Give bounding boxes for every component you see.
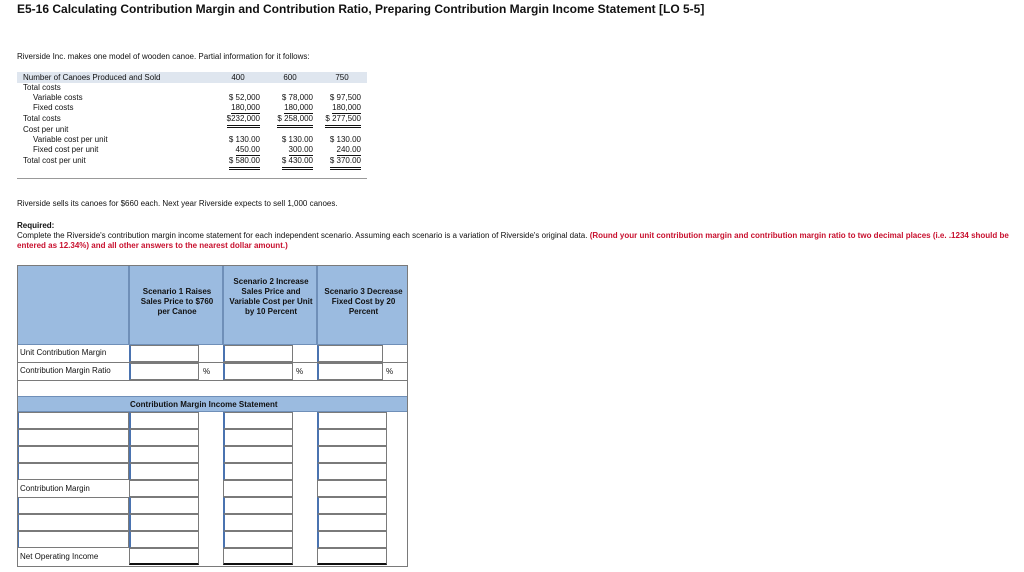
canoe-cost-table bbox=[17, 72, 367, 167]
fixed-costs-600: 180,000 bbox=[284, 103, 313, 112]
total-costs-heading: Total costs bbox=[23, 83, 61, 92]
variable-cpu-750: $ 130.00 bbox=[329, 135, 361, 144]
table-row bbox=[17, 83, 367, 93]
sells-text: Riverside sells its canoes for $660 each. Next year Riverside expects to sell 1,000 canoes. bbox=[17, 199, 338, 208]
table-row bbox=[17, 125, 367, 135]
fixed-cpu-750: 240.00 bbox=[336, 145, 361, 154]
fixed-costs-400: 180,000 bbox=[231, 103, 260, 112]
variable-costs-750: $ 97,500 bbox=[329, 93, 361, 102]
col-400: 400 bbox=[231, 73, 245, 82]
table-divider bbox=[17, 178, 367, 179]
table-row bbox=[17, 113, 367, 125]
table-row bbox=[17, 155, 367, 167]
page-title: E5-16 Calculating Contribution Margin and Contribution Ratio, Preparing Contribution Margin Income Statement [LO 5-5] bbox=[17, 2, 705, 16]
total-cpu-600: $ 430.00 bbox=[282, 155, 313, 170]
worksheet-grid bbox=[17, 265, 408, 567]
total-costs-label: Total costs bbox=[23, 114, 61, 123]
unit-cm-label: Unit Contribution Margin bbox=[20, 348, 107, 357]
cost-per-unit-heading: Cost per unit bbox=[23, 125, 69, 134]
table-row bbox=[17, 135, 367, 145]
scenario-1-percent: % bbox=[203, 367, 211, 376]
variable-costs-600: $ 78,000 bbox=[281, 93, 313, 102]
scenario-1-label: Scenario 1 Raises Sales Price to $760 per Canoe bbox=[140, 287, 214, 316]
scenario-3-label: Scenario 3 Decrease Fixed Cost by 20 Percent bbox=[324, 287, 403, 316]
statement-title: Contribution Margin Income Statement bbox=[130, 400, 278, 409]
scenario-2-percent: % bbox=[296, 367, 304, 376]
intro-text: Riverside Inc. makes one model of wooden canoe. Partial information for it follows: bbox=[17, 52, 310, 61]
total-cpu-750: $ 370.00 bbox=[330, 155, 361, 170]
total-costs-400: $232,000 bbox=[227, 113, 260, 128]
variable-costs-label: Variable costs bbox=[33, 93, 83, 102]
grid-border bbox=[17, 265, 408, 567]
table-header-row bbox=[17, 72, 367, 83]
fixed-cpu-400: 450.00 bbox=[235, 145, 260, 154]
rounding-instructions: (Round your unit contribution margin and contribution margin ratio to two decimal places (i.e. .1234 should be entered as 12.34%) and all other answers to the nearest dollar amount.) bbox=[17, 231, 1009, 250]
scenario-3-percent: % bbox=[386, 367, 394, 376]
table-row bbox=[17, 103, 367, 113]
cm-ratio-label: Contribution Margin Ratio bbox=[20, 366, 111, 375]
fixed-costs-750: 180,000 bbox=[332, 103, 361, 112]
variable-cpu-label: Variable cost per unit bbox=[33, 135, 108, 144]
fixed-costs-label: Fixed costs bbox=[33, 103, 74, 112]
instructions-text: Complete the Riverside's contribution margin income statement for each independent scenario. Assuming each scenario is a variation of Riverside's original data. bbox=[17, 231, 588, 240]
col-600: 600 bbox=[283, 73, 297, 82]
total-cpu-400: $ 580.00 bbox=[229, 155, 260, 170]
total-costs-750: $ 277,500 bbox=[325, 113, 361, 128]
variable-costs-400: $ 52,000 bbox=[228, 93, 260, 102]
table-row bbox=[17, 93, 367, 103]
total-cpu-label: Total cost per unit bbox=[23, 156, 86, 165]
scenario-2-label: Scenario 2 Increase Sales Price and Variable Cost per Unit by 10 Percent bbox=[229, 277, 313, 316]
fixed-cpu-600: 300.00 bbox=[288, 145, 313, 154]
contribution-margin-label: Contribution Margin bbox=[20, 484, 90, 493]
net-operating-income-label: Net Operating Income bbox=[20, 552, 99, 561]
total-costs-600: $ 258,000 bbox=[277, 113, 313, 128]
variable-cpu-600: $ 130.00 bbox=[281, 135, 313, 144]
header-label: Number of Canoes Produced and Sold bbox=[23, 73, 161, 82]
fixed-cpu-label: Fixed cost per unit bbox=[33, 145, 99, 154]
variable-cpu-400: $ 130.00 bbox=[228, 135, 260, 144]
required-label: Required: bbox=[17, 221, 55, 230]
col-750: 750 bbox=[335, 73, 349, 82]
instructions bbox=[17, 231, 1024, 251]
table-row bbox=[17, 145, 367, 155]
